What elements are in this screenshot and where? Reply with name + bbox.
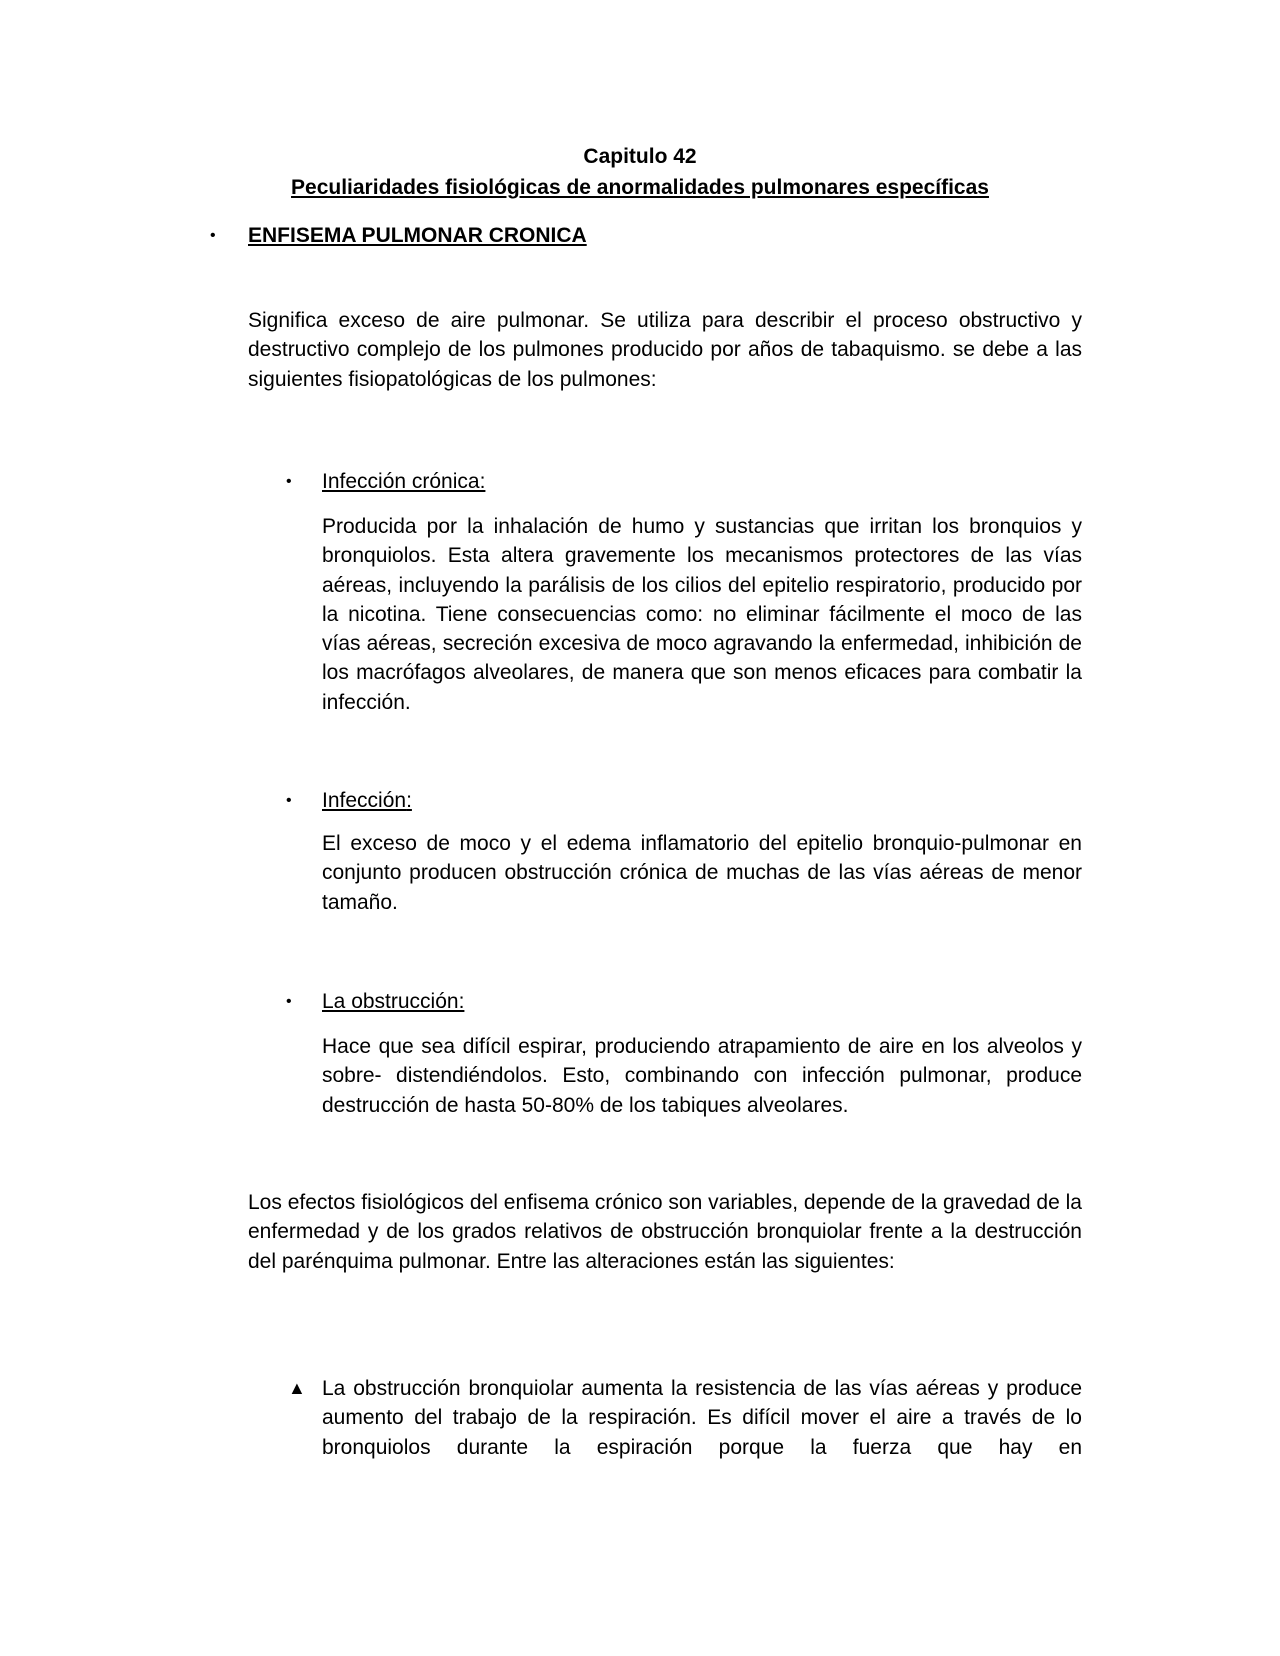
item-heading-infeccion-cronica: Infección crónica: xyxy=(322,470,486,493)
intro-paragraph: Significa exceso de aire pulmonar. Se utiliza para describir el proceso obstructivo y destructivo complejo de los pulmones producido por años de tabaquismo. se debe a las siguientes fisiopatológicas de los pulmones: xyxy=(248,309,1082,391)
item-heading-infeccion-label: Infección xyxy=(322,789,407,812)
chapter-subtitle: Peculiaridades fisiológicas de anormalidades pulmonares específicas xyxy=(291,176,989,199)
item-heading-infeccion xyxy=(322,787,412,815)
section-heading: ENFISEMA PULMONAR CRONICA xyxy=(248,224,587,247)
item-text-obstruccion: Hace que sea difícil espirar, produciendo atrapamiento de aire en los alveolos y sobre- distendiéndolos. Esto, combinando con infección pulmonar, produce destrucción de hasta 50-80% de los tabiques alveolares. xyxy=(322,1035,1082,1117)
chapter-title: Capitulo 42 xyxy=(583,145,697,168)
triangle-bullet-icon: ▲ xyxy=(288,1378,306,1398)
item-text-infeccion: El exceso de moco y el edema inflamatorio del epitelio bronquio-pulmonar en conjunto producen obstrucción crónica de muchas de las vías aéreas de menor tamaño. xyxy=(322,832,1082,914)
section-bullet: • xyxy=(210,227,216,244)
item-heading-obstruccion: La obstrucción: xyxy=(322,990,465,1013)
effects-paragraph: Los efectos fisiológicos del enfisema crónico son variables, depende de la gravedad de la enfermedad y de los grados relativos de obstrucción bronquiolar frente a la destrucción del parénquima pulmonar. Entre las alteraciones están las siguientes: xyxy=(248,1191,1082,1273)
item-bullet: • xyxy=(286,792,292,809)
effects-list-item: La obstrucción bronquiolar aumenta la resistencia de las vías aéreas y produce aumento del trabajo de la respiración. Es difícil mover el aire a través de lo bronquiolos durante la espiración porque la fuerza que hay en xyxy=(322,1377,1082,1459)
item-text-infeccion-cronica: Producida por la inhalación de humo y sustancias que irritan los bronquios y bronquiolos. Esta altera gravemente los mecanismos protectores de las vías aéreas, incluyendo la parálisis de los cilios del epitelio respiratorio, producido por la nicotina. Tiene consecuencias como: no eliminar fácilmente el moco de las vías aéreas, secreción excesiva de moco agravando la enfermedad, inhibición de los macrófagos alveolares, de manera que son menos eficaces para combatir la infección. xyxy=(322,515,1082,714)
item-bullet: • xyxy=(286,473,292,490)
item-bullet: • xyxy=(286,993,292,1010)
item-heading-colon: : xyxy=(406,789,412,812)
